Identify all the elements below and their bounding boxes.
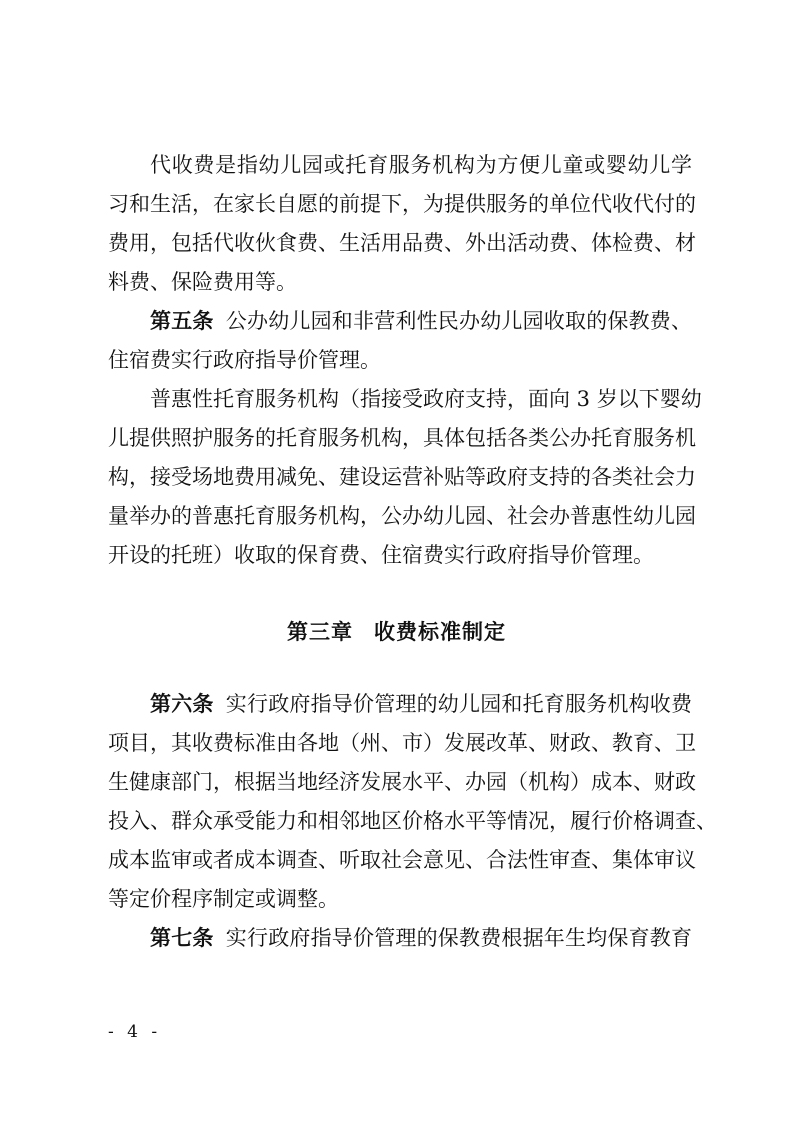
article-text: 实行政府指导价管理的幼儿园和托育服务机构收费 — [225, 692, 693, 716]
article-text: 公办幼儿园和非营利性民办幼儿园收取的保教费、 — [225, 309, 693, 333]
article-label: 第六条 — [150, 692, 214, 716]
paragraph-line: 生健康部门，根据当地经济发展水平、办园（机构）成本、财政 — [108, 770, 696, 794]
paragraph-line: 料费、保险费用等。 — [108, 270, 297, 294]
paragraph-line: 习和生活，在家长自愿的前提下，为提供服务的单位代收代付的 — [108, 192, 696, 216]
paragraph-line: 等定价程序制定或调整。 — [108, 887, 339, 911]
article-five-line — [150, 309, 692, 333]
paragraph-line: 费用，包括代收伙食费、生活用品费、外出活动费、体检费、材 — [108, 231, 696, 255]
chapter-heading — [0, 620, 793, 644]
article-six-line — [150, 692, 692, 716]
paragraph-line: 住宿费实行政府指导价管理。 — [108, 348, 381, 372]
article-label: 第七条 — [150, 926, 214, 950]
page-number: - 4 - — [108, 1022, 162, 1042]
paragraph-line: 投入、群众承受能力和相邻地区价格水平等情况，履行价格调查、 — [108, 809, 717, 833]
paragraph-line: 量举办的普惠托育服务机构，公办幼儿园、社会办普惠性幼儿园 — [108, 504, 696, 528]
article-seven-line — [150, 926, 692, 950]
paragraph-line: 儿提供照护服务的托育服务机构，具体包括各类公办托育服务机 — [108, 426, 696, 450]
article-text: 实行政府指导价管理的保教费根据年生均保育教育 — [225, 926, 693, 950]
chapter-title: 收费标准制定 — [374, 620, 506, 644]
paragraph-line: 普惠性托育服务机构（指接受政府支持，面向 3 岁以下婴幼 — [150, 387, 702, 411]
paragraph-line: 成本监审或者成本调查、听取社会意见、合法性审查、集体审议 — [108, 848, 696, 872]
chapter-number: 第三章 — [287, 620, 353, 644]
paragraph-line: 开设的托班）收取的保育费、住宿费实行政府指导价管理。 — [108, 543, 654, 567]
article-label: 第五条 — [150, 309, 214, 333]
paragraph-line: 构，接受场地费用减免、建设运营补贴等政府支持的各类社会力 — [108, 465, 696, 489]
paragraph-line: 项目，其收费标准由各地（州、市）发展改革、财政、教育、卫 — [108, 731, 696, 755]
paragraph-line: 代收费是指幼儿园或托育服务机构为方便儿童或婴幼儿学 — [150, 153, 692, 177]
